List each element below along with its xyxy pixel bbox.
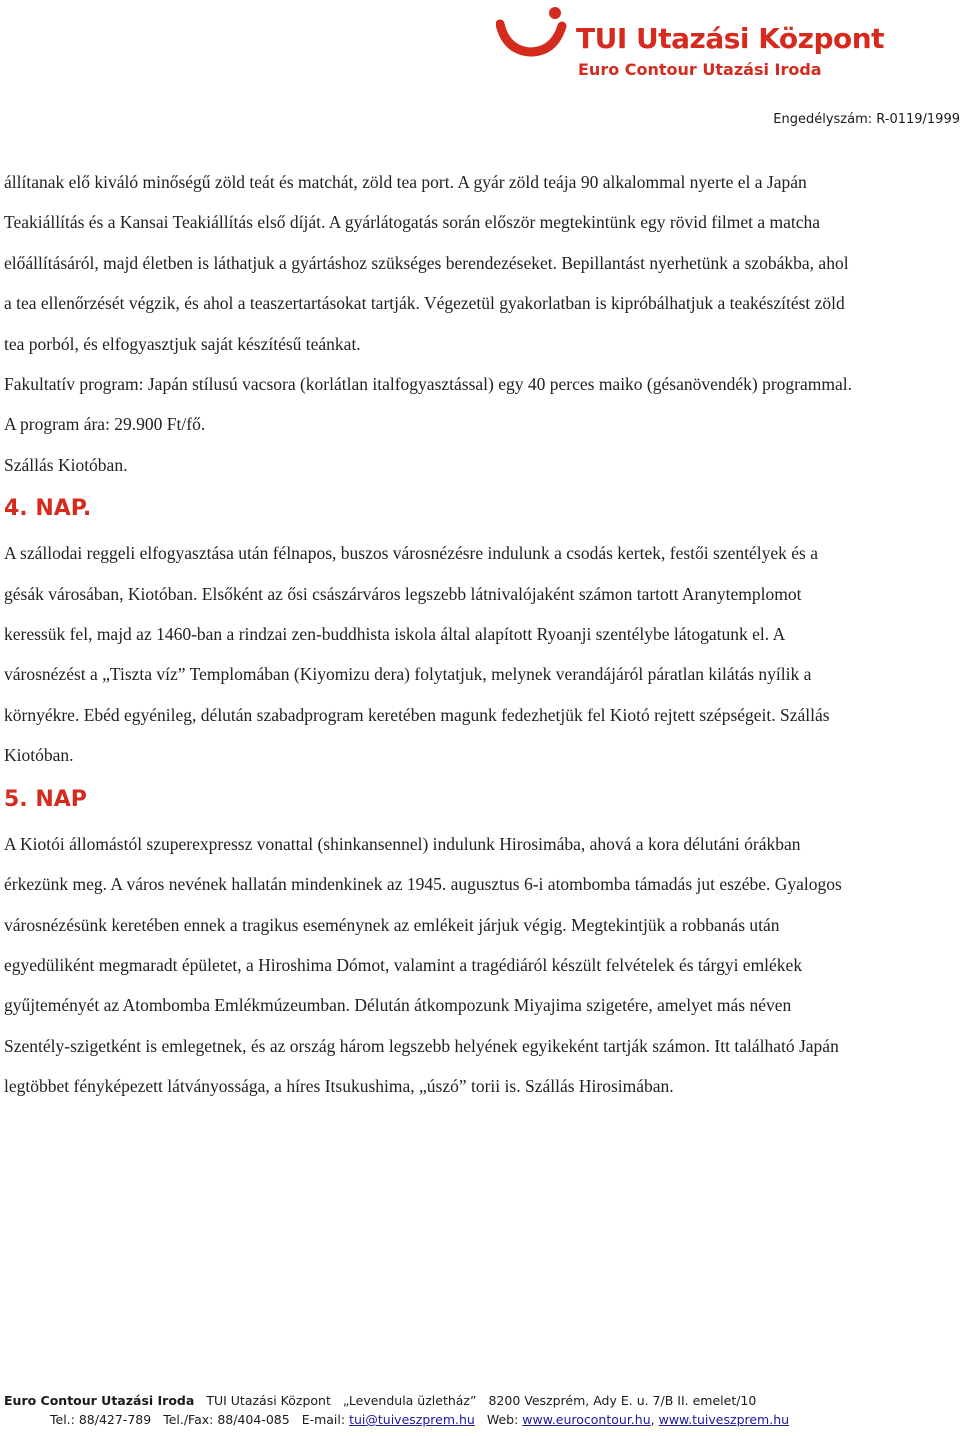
footer-phone: Tel.: 88/427-789 bbox=[50, 1412, 152, 1427]
footer-email-link[interactable]: tui@tuiveszprem.hu bbox=[349, 1412, 475, 1427]
paragraph-optional-program: Fakultatív program: Japán stílusú vacsora (korlátlan italfogyasztással) egy 40 perces maiko (gésanövendék) programmal. A program ára: 29.900 Ft/fő. bbox=[4, 374, 852, 435]
footer-address-line bbox=[4, 1393, 756, 1408]
day-5-heading: 5. NAP bbox=[4, 786, 87, 812]
brand-title: TUI Utazási Központ bbox=[576, 22, 885, 55]
paragraph-day-4: A szállodai reggeli elfogyasztása után félnapos, buszos városnézésre indulunk a csodás kertek, festői szentélyek és a gésák városában, Kiotóban. Elsőként az ősi császárváros legszebb látnivalójaként számon tartott Aranytemplomot keressük fel, majd az 1460-ban a rindzai zen-buddhista iskola által alapított Ryoanji szentélybe látogatunk el. A városnézést a „Tiszta víz” Templomában (Kiyomizu dera) folytatjuk, melynek verandájáról páratlan kilátás nyílik a környékre. Ebéd egyénileg, délután szabadprogram keretében magunk fedezhetjük fel Kiotó rejtett szépségeit. Szállás Kiotóban. bbox=[4, 543, 830, 766]
paragraph-tea-factory: állítanak elő kiváló minőségű zöld teát és matchát, zöld tea port. A gyár zöld teája 90 alkalommal nyerte el a Japán Teakiállítás és a Kansai Teakiállítás első díját. A gyárlátogatás során először megtekintünk egy rövid filmet a matcha előállításáról, majd életben is láthatjuk a gyártáshoz szükséges berendezéseket. Bepillantást nyerhetünk a szobákba, ahol a tea ellenőrzését végzik, és ahol a teaszertartásokat tartják. Végezetül gyakorlatban is kipróbálhatjuk a teakészítést zöld tea porból, és elfogyasztjuk saját készítésű teánkat. bbox=[4, 172, 849, 354]
license-number: Engedélyszám: R-0119/1999 bbox=[773, 112, 960, 127]
footer-web-label: Web: bbox=[486, 1412, 519, 1427]
footer-fax: Tel./Fax: 88/404-085 bbox=[163, 1412, 290, 1427]
day-4-heading: 4. NAP. bbox=[4, 496, 92, 522]
brand-subtitle: Euro Contour Utazási Iroda bbox=[578, 60, 822, 79]
footer-building: „Levendula üzletház” bbox=[342, 1393, 477, 1408]
paragraph-accommodation: Szállás Kiotóban. bbox=[4, 454, 128, 475]
footer-web-separator: , bbox=[650, 1412, 655, 1427]
footer-contact-line bbox=[50, 1412, 789, 1427]
document-body bbox=[4, 162, 854, 1107]
footer-address: 8200 Veszprém, Ady E. u. 7/B II. emelet/10 bbox=[488, 1393, 757, 1408]
footer-brand: TUI Utazási Központ bbox=[206, 1393, 331, 1408]
footer-email-label: E-mail: bbox=[301, 1412, 346, 1427]
footer-web-link-eurocontour[interactable]: www.eurocontour.hu bbox=[522, 1412, 651, 1427]
footer-web-link-tuiveszprem[interactable]: www.tuiveszprem.hu bbox=[658, 1412, 790, 1427]
paragraph-day-5: A Kiotói állomástól szuperexpressz vonattal (shinkansennel) indulunk Hirosimába, ahová a kora délutáni órákban érkezünk meg. A város nevének hallatán mindenkinek az 1945. augusztus 6-i atombomba támadás jut eszébe. Gyalogos városnézésünk keretében ennek a tragikus eseménynek az emlékeit járjuk végig. Megtekintjük a robbanás után egyedüliként megmaradt épületet, a Hiroshima Dómot, valamint a tragédiáról készült felvételek és tárgyi emlékek gyűjteményét az Atombomba Emlékmúzeumban. Délután átkompozunk Miyajima szigetére, amelyet más néven Szentély-szigetként is emlegetnek, és az ország három legszebb helyének egyikeként tartják számon. Itt található Japán legtöbbet fényképezett látványossága, a híres Itsukushima, „úszó” torii is. Szállás Hirosimában. bbox=[4, 833, 842, 1097]
footer-company: Euro Contour Utazási Iroda bbox=[4, 1393, 195, 1408]
page-header bbox=[0, 0, 960, 140]
tui-smile-logo-icon bbox=[496, 2, 576, 58]
